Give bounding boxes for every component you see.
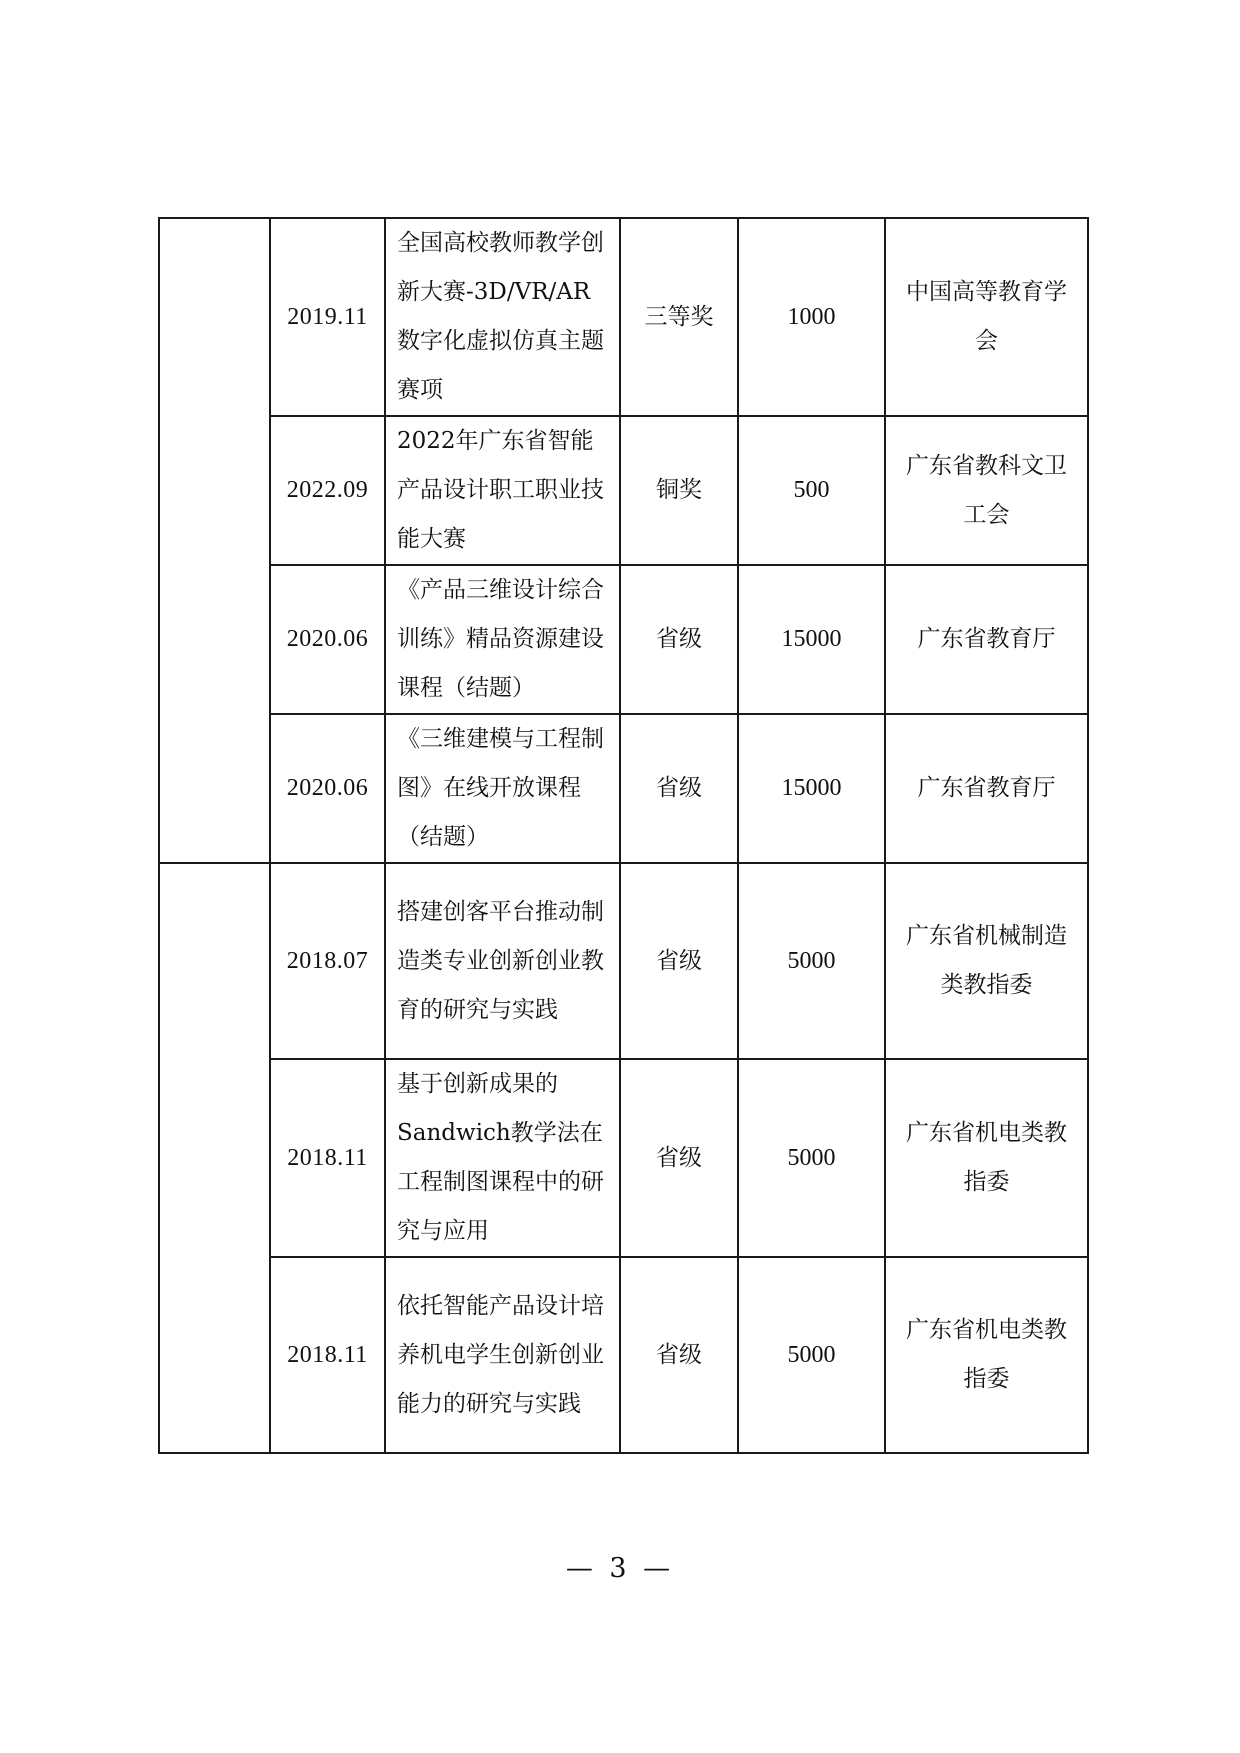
level-cell: 省级: [620, 714, 738, 863]
date-cell: 2018.11: [270, 1257, 385, 1453]
date-cell: 2018.11: [270, 1059, 385, 1257]
table-row: [159, 1059, 1088, 1257]
date-cell: 2018.07: [270, 863, 385, 1059]
issuer-cell: 中国高等教育学会: [885, 218, 1088, 416]
date-cell: 2022.09: [270, 416, 385, 565]
project-cell: 《三维建模与工程制图》在线开放课程（结题）: [385, 714, 620, 863]
level-cell: 省级: [620, 863, 738, 1059]
project-cell: 依托智能产品设计培养机电学生创新创业能力的研究与实践: [385, 1257, 620, 1453]
issuer-cell: 广东省机械制造类教指委: [885, 863, 1088, 1059]
amount-cell: 15000: [738, 565, 885, 714]
level-cell: 省级: [620, 565, 738, 714]
table-row: [159, 565, 1088, 714]
amount-cell: 5000: [738, 1059, 885, 1257]
issuer-cell: 广东省教育厅: [885, 714, 1088, 863]
amount-cell: 500: [738, 416, 885, 565]
date-cell: 2020.06: [270, 565, 385, 714]
amount-cell: 1000: [738, 218, 885, 416]
amount-cell: 15000: [738, 714, 885, 863]
project-cell: 搭建创客平台推动制造类专业创新创业教育的研究与实践: [385, 863, 620, 1059]
blank-merged-cell: [159, 863, 270, 1453]
project-cell: 基于创新成果的Sandwich教学法在工程制图课程中的研究与应用: [385, 1059, 620, 1257]
issuer-cell: 广东省教科文卫工会: [885, 416, 1088, 565]
project-cell: 《产品三维设计综合训练》精品资源建设课程（结题）: [385, 565, 620, 714]
issuer-cell: 广东省机电类教指委: [885, 1257, 1088, 1453]
table-row: [159, 863, 1088, 1059]
issuer-cell: 广东省教育厅: [885, 565, 1088, 714]
issuer-cell: 广东省机电类教指委: [885, 1059, 1088, 1257]
level-cell: 铜奖: [620, 416, 738, 565]
awards-table: [158, 217, 1089, 1454]
table-row: [159, 714, 1088, 863]
table-row: [159, 1257, 1088, 1453]
page-number: — 3 —: [565, 1553, 675, 1584]
level-cell: 省级: [620, 1257, 738, 1453]
level-cell: 省级: [620, 1059, 738, 1257]
table-row: [159, 416, 1088, 565]
amount-cell: 5000: [738, 1257, 885, 1453]
level-cell: 三等奖: [620, 218, 738, 416]
blank-merged-cell: [159, 218, 270, 863]
project-cell: 全国高校教师教学创新大赛-3D/VR/AR数字化虚拟仿真主题赛项: [385, 218, 620, 416]
date-cell: 2019.11: [270, 218, 385, 416]
project-cell: 2022年广东省智能产品设计职工职业技能大赛: [385, 416, 620, 565]
amount-cell: 5000: [738, 863, 885, 1059]
date-cell: 2020.06: [270, 714, 385, 863]
table-row: [159, 218, 1088, 416]
